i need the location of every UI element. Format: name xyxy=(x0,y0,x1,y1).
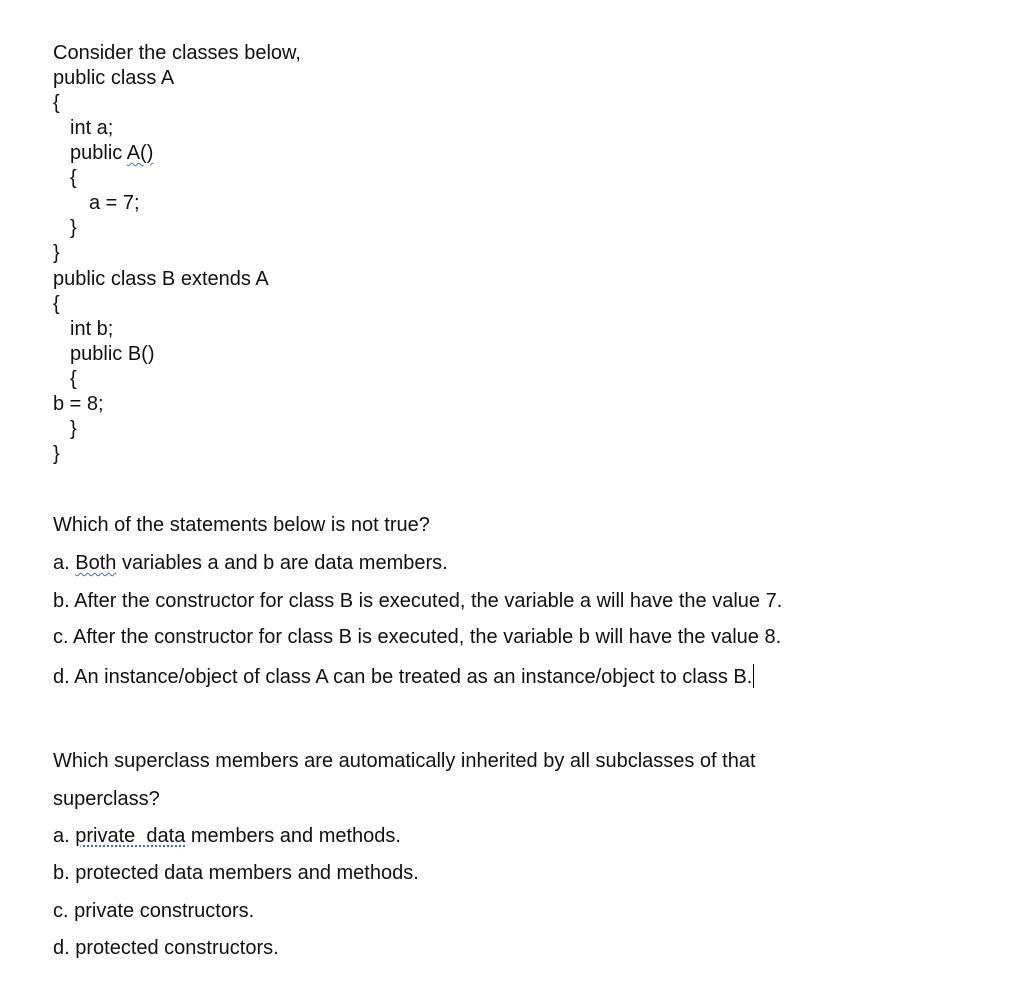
class-b-open-brace: { xyxy=(53,293,60,315)
class-b-close-brace: } xyxy=(53,443,60,465)
constructor-a-name: A() xyxy=(126,142,154,164)
constructor-b-close-brace: } xyxy=(70,418,77,440)
question-1-option-c: c. After the constructor for class B is executed, the variable b will have the value 8. xyxy=(53,626,782,648)
constructor-b-open-brace: { xyxy=(70,368,77,390)
question-2-option-c: c. private constructors. xyxy=(53,900,255,922)
option-a-flagged-word: Both xyxy=(75,552,117,574)
class-b-declaration: public class B extends A xyxy=(53,268,269,290)
constructor-a-close-brace: } xyxy=(70,217,77,239)
assign-a-statement: a = 7; xyxy=(89,192,140,214)
option-d-text: d. An instance/object of class A can be treated as an instance/object to class B. xyxy=(53,666,753,688)
field-b-declaration: int b; xyxy=(70,318,114,340)
option-a-prefix: a. xyxy=(53,552,76,574)
constructor-a-prefix: public xyxy=(70,142,127,164)
question-2-option-b: b. protected data members and methods. xyxy=(53,862,419,884)
assign-b-statement: b = 8; xyxy=(53,393,104,415)
field-a-declaration: int a; xyxy=(70,117,114,139)
question-1-option-b: b. After the constructor for class B is executed, the variable a will have the value 7. xyxy=(53,590,783,612)
option-a-rest: members and methods. xyxy=(185,825,401,847)
question-2-option-a xyxy=(53,824,401,848)
question-2-prompt-line-2: superclass? xyxy=(53,788,160,810)
class-a-declaration: public class A xyxy=(53,67,175,89)
constructor-a-declaration xyxy=(70,141,153,165)
option-a-flagged-words: private data xyxy=(75,825,186,847)
text-cursor xyxy=(753,664,754,688)
constructor-a-open-brace: { xyxy=(70,167,77,189)
class-a-close-brace: } xyxy=(53,242,60,264)
intro-text: Consider the classes below, xyxy=(53,42,301,64)
question-2-option-d: d. protected constructors. xyxy=(53,937,279,959)
class-a-open-brace: { xyxy=(53,92,60,114)
option-a-prefix: a. xyxy=(53,825,76,847)
question-1-option-a xyxy=(53,551,448,575)
constructor-b-declaration: public B() xyxy=(70,343,155,365)
question-1-option-d[interactable] xyxy=(53,664,754,688)
question-1-prompt: Which of the statements below is not true? xyxy=(53,514,430,536)
option-a-rest: variables a and b are data members. xyxy=(116,552,448,574)
question-2-prompt-line-1: Which superclass members are automatically inherited by all subclasses of that xyxy=(53,750,756,772)
